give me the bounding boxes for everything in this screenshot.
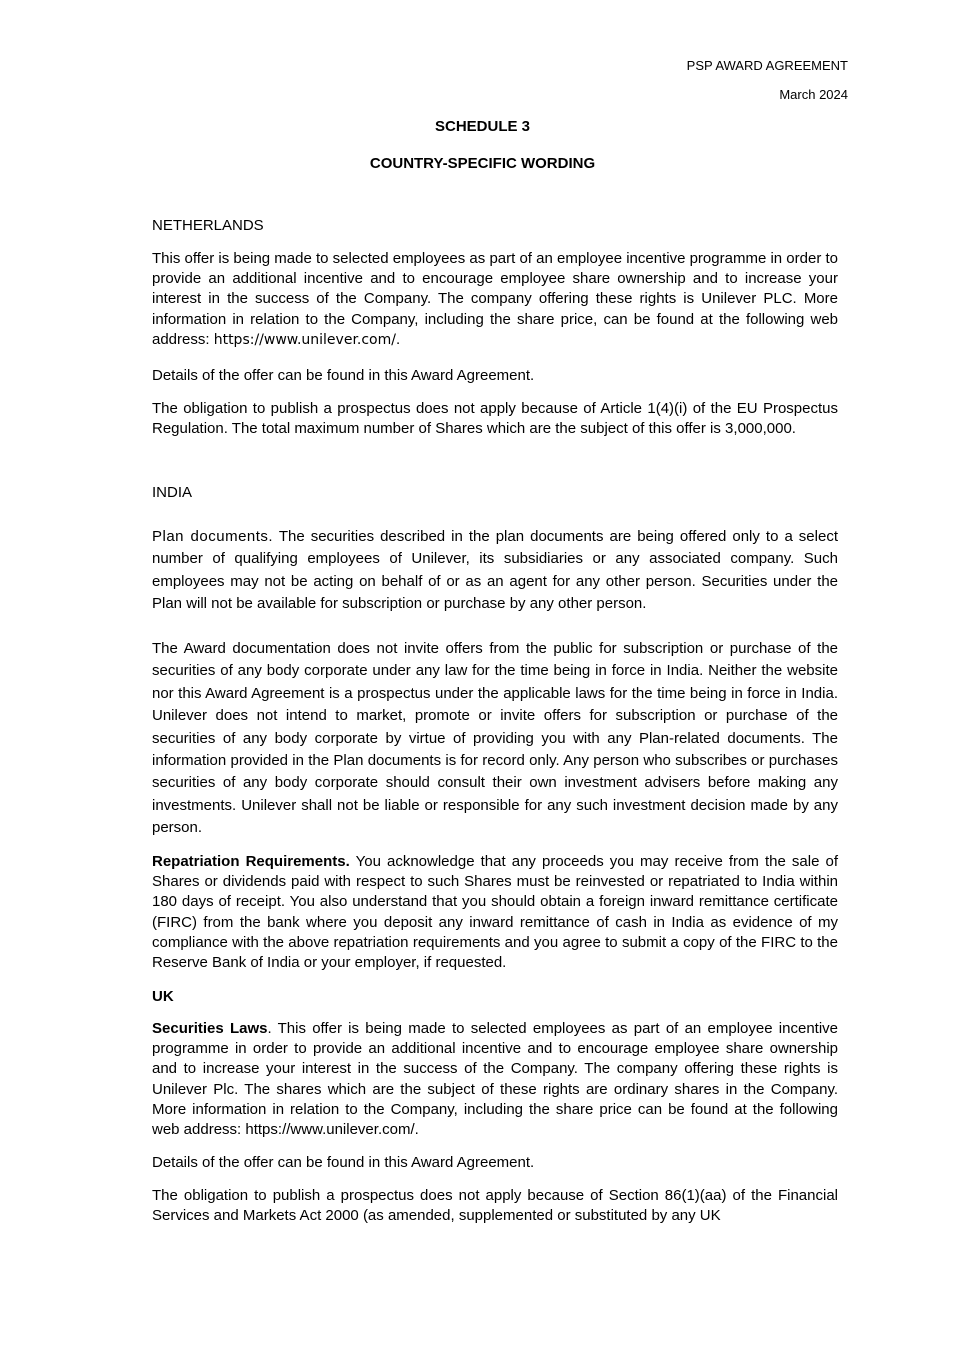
netherlands-paragraph-1 — [152, 249, 838, 350]
paragraph-text: You acknowledge that any proceeds you may receive from the sale of Shares or dividends paid with respect to such Shares must be reinvested or repatriated to India within 180 days of receipt. You also understand that you should obtain a foreign inward remittance certificate (FIRC) from the bank where you deposit any inward remittance of cash in India as evidence of my compliance with the above repatriation requirements and you agree to submit a copy of the FIRC to the Reserve Bank of India or your employer, if requested. — [152, 853, 839, 972]
uk-paragraph-2 — [152, 1153, 838, 1173]
paragraph-lead: Plan documents. — [152, 528, 274, 545]
uk-paragraph-1 — [152, 1019, 838, 1140]
paragraph-text: The securities described in the plan documents are being offered only to a select number of qualifying employees of Unilever, its subsidiaries or any associated company. Such employees may not be acting on behalf of or as an agent for any other person. Securities under the Plan will not be available for subscription or purchase by any other person. — [152, 528, 838, 613]
paragraph-text: The Award documentation does not invite offers from the public for subscription or purchase of the securities of any body corporate under any law for the time being in force in India. Neither the website nor this Award Agreement is a prospectus under the applicable laws for the time being in force in India. Unilever does not intend to market, promote or invite offers for subscription or purchase of the securities of any body corporate by virtue of providing you with any Plan-related documents. The information provided in the Plan documents is for record only. Any person who subscribes or purchases securities of any body corporate should consult their own investment advisers before making any investments. Unilever shall not be liable or responsible for any such investment decision made by any person. — [152, 640, 838, 837]
paragraph-text: Details of the offer can be found in this Award Agreement. — [152, 367, 535, 384]
schedule-number: SCHEDULE 3 — [434, 118, 531, 135]
paragraph-lead: Securities Laws — [152, 1020, 268, 1037]
india-paragraph-1 — [152, 526, 838, 616]
paragraph-text: The obligation to publish a prospectus does not apply because of Article 1(4)(i) of the EU Prospectus Regulation. The total maximum number of Shares which are the subject of this offer is 3,000,000. — [152, 400, 838, 438]
india-paragraph-3 — [152, 852, 838, 973]
section-heading: INDIA — [152, 484, 193, 501]
uk-paragraph-3 — [152, 1186, 838, 1226]
paragraph-text: . This offer is being made to selected employees as part of an employee incentive programme in order to provide an additional incentive and to encourage employee share ownership and to increase your interest in the success of the Company. The company offering these rights is Unilever Plc. The shares which are the subject of these rights are ordinary shares in the Company. More information in relation to the Company, including the share price can be found at the following web address: https://www.unilever.com/. — [152, 1020, 838, 1139]
paragraph-text: Details of the offer can be found in this Award Agreement. — [152, 1154, 535, 1171]
section-heading-netherlands — [152, 216, 838, 236]
section-heading: UK — [152, 988, 174, 1005]
paragraph-lead: Repatriation Requirements. — [152, 853, 350, 870]
header-date: March 2024 — [779, 87, 848, 102]
company-web-address[interactable]: https://www.unilever.com/ — [213, 331, 396, 348]
header-doc-title: PSP AWARD AGREEMENT — [686, 58, 848, 73]
paragraph-text: The obligation to publish a prospectus does not apply because of Section 86(1)(aa) of the Financial Services and Markets Act 2000 (as amended, supplemented or substituted by any UK — [152, 1187, 838, 1225]
section-heading: NETHERLANDS — [152, 217, 264, 234]
netherlands-paragraph-3 — [152, 399, 838, 439]
netherlands-paragraph-2 — [152, 366, 838, 386]
paragraph-end: . — [395, 330, 401, 348]
schedule-title: COUNTRY-SPECIFIC WORDING — [369, 155, 596, 172]
section-heading-uk — [152, 987, 838, 1007]
section-heading-india — [152, 483, 838, 503]
india-paragraph-2 — [152, 638, 838, 840]
paragraph-text: This offer is being made to selected employees as part of an employee incentive programme in order to provide an additional incentive and to encourage employee share ownership and to increase your interest in the success of the Company. The company offering these rights is Unilever PLC. More information in relation to the Company, including the share price, can be found at the following web address: — [152, 250, 838, 348]
